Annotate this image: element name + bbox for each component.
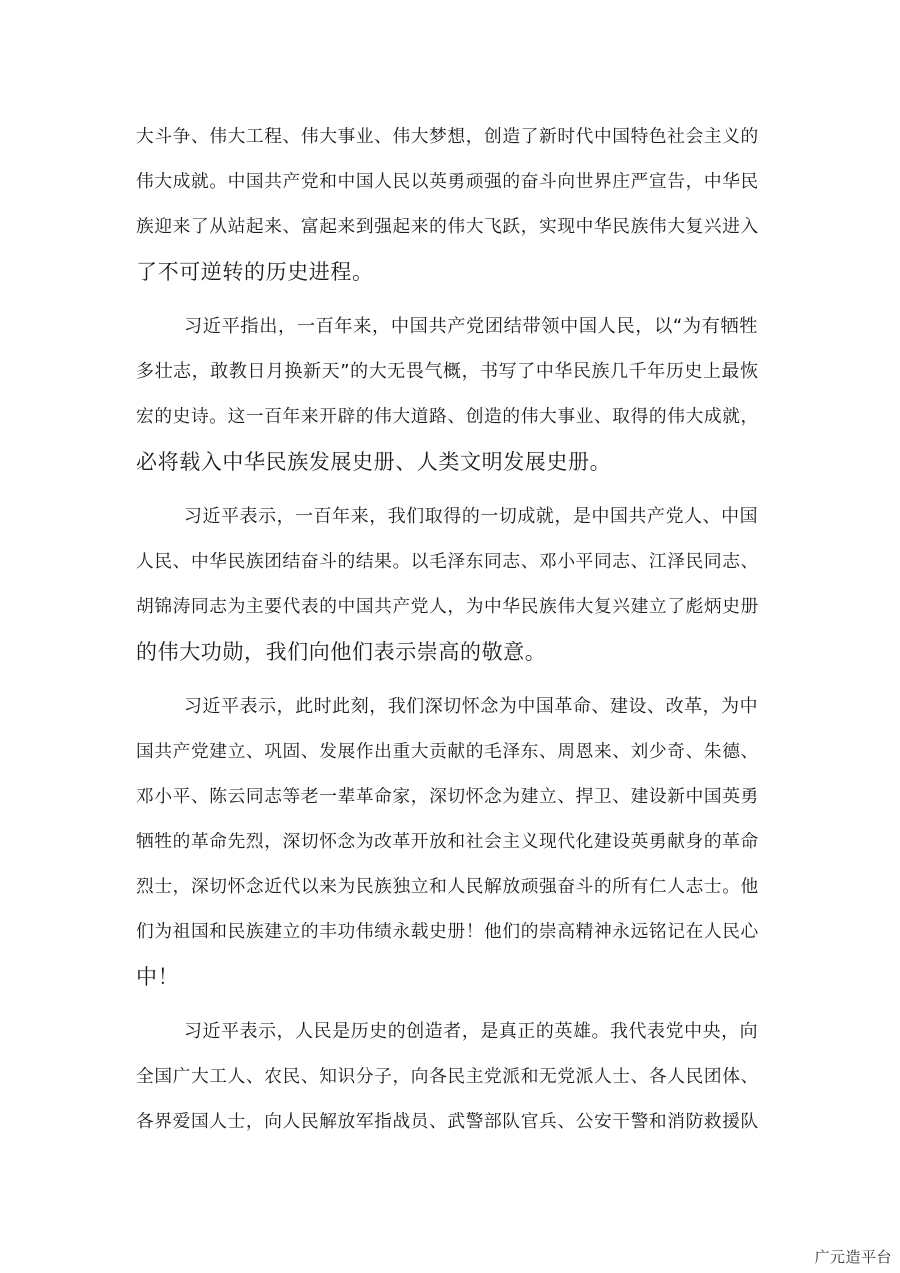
text-line [0,822,900,862]
text-line [0,162,900,202]
line-text: 中！ [136,965,180,989]
text-line [0,587,900,627]
text-line [0,732,900,772]
line-text: 了不可逆转的历史进程。 [136,260,374,284]
line-text: 习近平表示，此时此刻，我们深切怀念为中国革命、建设、改革，为中 [184,696,759,717]
text-line [0,1057,900,1097]
text-line [0,912,900,952]
line-text: 习近平指出，一百年来，中国共产党团结带领中国人民，以“为有牺牲 [184,316,759,337]
text-line [0,1102,900,1142]
text-line [0,1012,900,1052]
text-line [0,352,900,392]
text-line [0,957,900,997]
text-line [0,687,900,727]
line-text: 习近平表示，一百年来，我们取得的一切成就，是中国共产党人、中国 [184,506,759,527]
watermark-text: 广元造平台 [814,1248,892,1266]
text-line [0,307,900,347]
text-line [0,632,900,672]
line-text: 烈士，深切怀念近代以来为民族独立和人民解放顽强奋斗的所有仁人志士。他 [136,877,759,897]
line-text: 习近平表示，人民是历史的创造者，是真正的英雄。我代表党中央，向 [184,1021,759,1042]
line-text: 族迎来了从站起来、富起来到强起来的伟大飞跃，实现中华民族伟大复兴进入 [136,217,759,237]
line-text: 宏的史诗。这一百年来开辟的伟大道路、创造的伟大事业、取得的伟大成就， [136,407,759,427]
text-line [0,867,900,907]
text-line [0,777,900,817]
line-text: 邓小平、陈云同志等老一辈革命家，深切怀念为建立、捍卫、建设新中国英勇 [136,787,759,807]
line-text: 牺牲的革命先烈，深切怀念为改革开放和社会主义现代化建设英勇献身的革命 [136,832,759,852]
line-text: 全国广大工人、农民、知识分子，向各民主党派和无党派人士、各人民团体、 [136,1067,759,1087]
line-text: 们为祖国和民族建立的丰功伟绩永载史册！他们的崇高精神永远铭记在人民心 [136,922,759,942]
text-line [0,542,900,582]
line-text: 人民、中华民族团结奋斗的结果。以毛泽东同志、邓小平同志、江泽民同志、 [136,552,759,572]
text-line [0,397,900,437]
text-line [0,497,900,537]
line-text: 必将载入中华民族发展史册、人类文明发展史册。 [136,450,612,474]
line-text: 多壮志，敢教日月换新天”的大无畏气概，书写了中华民族几千年历史上最恢 [136,361,759,382]
line-text: 大斗争、伟大工程、伟大事业、伟大梦想，创造了新时代中国特色社会主义的 [136,127,759,147]
text-line [0,252,900,292]
text-line [0,442,900,482]
text-line [0,207,900,247]
line-text: 的伟大功勋，我们向他们表示崇高的敬意。 [136,640,547,664]
line-text: 国共产党建立、巩固、发展作出重大贡献的毛泽东、周恩来、刘少奇、朱德、 [136,742,759,762]
line-text: 胡锦涛同志为主要代表的中国共产党人，为中华民族伟大复兴建立了彪炳史册 [136,597,759,617]
line-text: 各界爱国人士，向人民解放军指战员、武警部队官兵、公安干警和消防救援队 [136,1112,759,1132]
line-text: 伟大成就。中国共产党和中国人民以英勇顽强的奋斗向世界庄严宣告，中华民 [136,172,759,192]
text-line [0,117,900,157]
